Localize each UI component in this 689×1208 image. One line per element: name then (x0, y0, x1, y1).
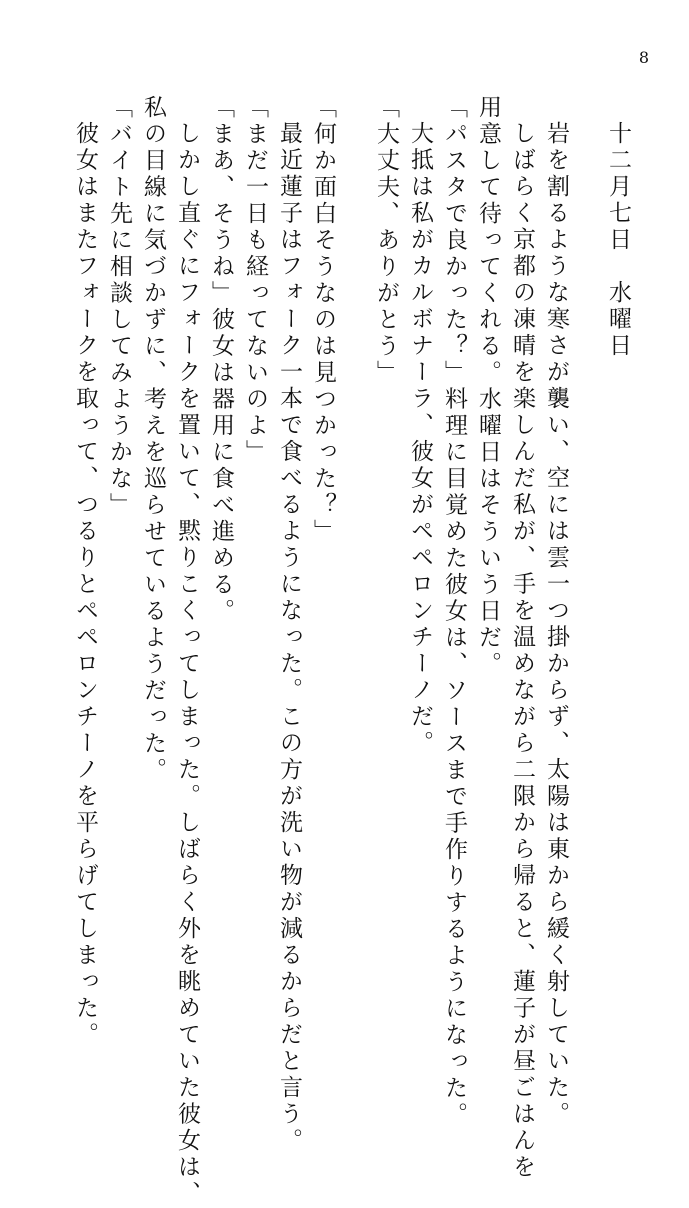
text-line: 「まだ一日も経ってないのよ」 (242, 95, 268, 466)
text-line: しばらく京都の凍晴を楽しんだ私が、手を温めながら二限から帰ると、蓮子が昼ごはんを (509, 121, 535, 1181)
text-line: 大抵は私がカルボナーラ、彼女がペペロンチーノだ。 (407, 121, 433, 757)
text-line: 彼女はまたフォークを取って、つるりとペペロンチーノを平らげてしまった。 (72, 121, 98, 1049)
text-line: 最近蓮子はフォーク一本で食べるようになった。この方が洗い物が減るからだと言う。 (276, 121, 302, 1155)
text-line: 用意して待ってくれる。水曜日はそういう日だ。 (475, 95, 501, 678)
page-number: 8 (638, 48, 649, 67)
heading-weekday: 水曜日 (605, 279, 631, 359)
text-line: 「バイト先に相談してみようかな」 (106, 95, 132, 519)
text-line: 「まあ、そうね」彼女は器用に食べ進める。 (208, 95, 234, 625)
heading-date: 十二月七日 (605, 121, 631, 254)
text-line: 「大丈夫、ありがとう」 (373, 95, 399, 387)
chapter-heading (595, 95, 629, 359)
vertical-text-body (62, 95, 631, 1208)
text-line: 「何か面白そうなのは見つかった？」 (310, 95, 336, 546)
text-line: 「パスタで良かった？」料理に目覚めた彼女は、ソースまで手作りするようになった。 (441, 95, 467, 1129)
text-line: しかし直ぐにフォークを置いて、黙りこくってしまった。しばらく外を眺めていた彼女は、 (174, 121, 200, 1208)
text-line: 岩を割るような寒さが襲い、空には雲一つ掛からず、太陽は東から緩く射していた。 (543, 121, 569, 1128)
text-line: 私の目線に気づかずに、考えを巡らせているようだった。 (140, 95, 166, 784)
